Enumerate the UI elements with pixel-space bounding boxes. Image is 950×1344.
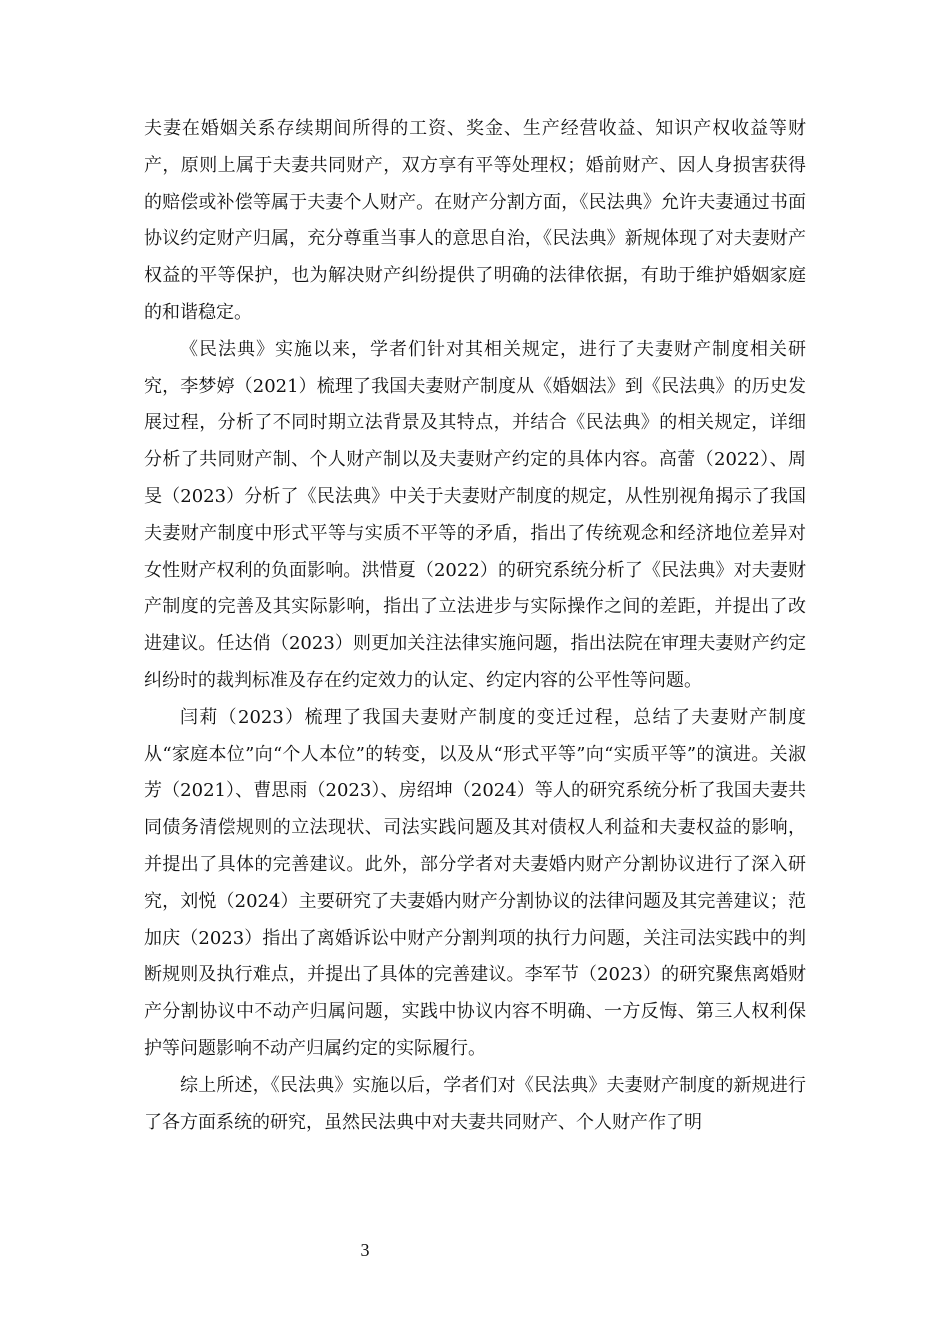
paragraph-continuation: 夫妻在婚姻关系存续期间所得的工资、奖金、生产经营收益、知识产权收益等财产，原则上属于夫妻共同财产，双方享有平等处理权；婚前财产、因人身损害获得的赔偿或补偿等属于夫妻个人财产。在财产分割方面，《民法典》允许夫妻通过书面协议约定财产归属，充分尊重当事人的意思自治，《民法典》新规体现了对夫妻财产权益的平等保护，也为解决财产纠纷提供了明确的法律依据，有助于维护婚姻家庭的和谐稳定。 (144, 118, 806, 323)
paragraph-summary: 综上所述，《民法典》实施以后，学者们对《民法典》夫妻财产制度的新规进行了各方面系统的研究，虽然民法典中对夫妻共同财产、个人财产作了明 (144, 1074, 806, 1133)
paragraph-property-system-evolution: 闫莉（2023）梳理了我国夫妻财产制度的变迁过程，总结了夫妻财产制度从“家庭本位”向“个人本位”的转变，以及从“形式平等”向“实质平等”的演进。关淑芳（2021）、曹思雨（2023）、房绍坤（2024）等人的研究系统分析了我国夫妻共同债务清偿规则的立法现状、司法实践问题及其对债权人利益和夫妻权益的影响，并提出了具体的完善建议。此外，部分学者对夫妻婚内财产分割协议进行了深入研究，刘悦（2024）主要研究了夫妻婚内财产分割协议的法律问题及其完善建议；范加庆（2023）指出了离婚诉讼中财产分割判项的执行力问题，关注司法实践中的判断规则及执行难点，并提出了具体的完善建议。李军节（2023）的研究聚焦离婚财产分割协议中不动产归属问题，实践中协议内容不明确、一方反悔、第三人权利保护等问题影响不动产归属约定的实际履行。 (144, 706, 806, 1059)
paragraph-literature-review: 《民法典》实施以来，学者们针对其相关规定，进行了夫妻财产制度相关研究，李梦婷（2021）梳理了我国夫妻财产制度从《婚姻法》到《民法典》的历史发展过程，分析了不同时期立法背景及其特点，并结合《民法典》的相关规定，详细分析了共同财产制、个人财产制以及夫妻财产约定的具体内容。高蕾（2022）、周旻（2023）分析了《民法典》中关于夫妻财产制度的规定，从性别视角揭示了我国夫妻财产制度中形式平等与实质不平等的矛盾，指出了传统观念和经济地位差异对女性财产权利的负面影响。洪惜夏（2022）的研究系统分析了《民法典》对夫妻财产制度的完善及其实际影响，指出了立法进步与实际操作之间的差距，并提出了改进建议。任达俏（2023）则更加关注法律实施问题，指出法院在审理夫妻财产约定纠纷时的裁判标准及存在约定效力的认定、约定内容的公平性等问题。 (144, 338, 806, 691)
page-number: 3 (360, 1240, 370, 1260)
body-text (144, 111, 806, 1141)
